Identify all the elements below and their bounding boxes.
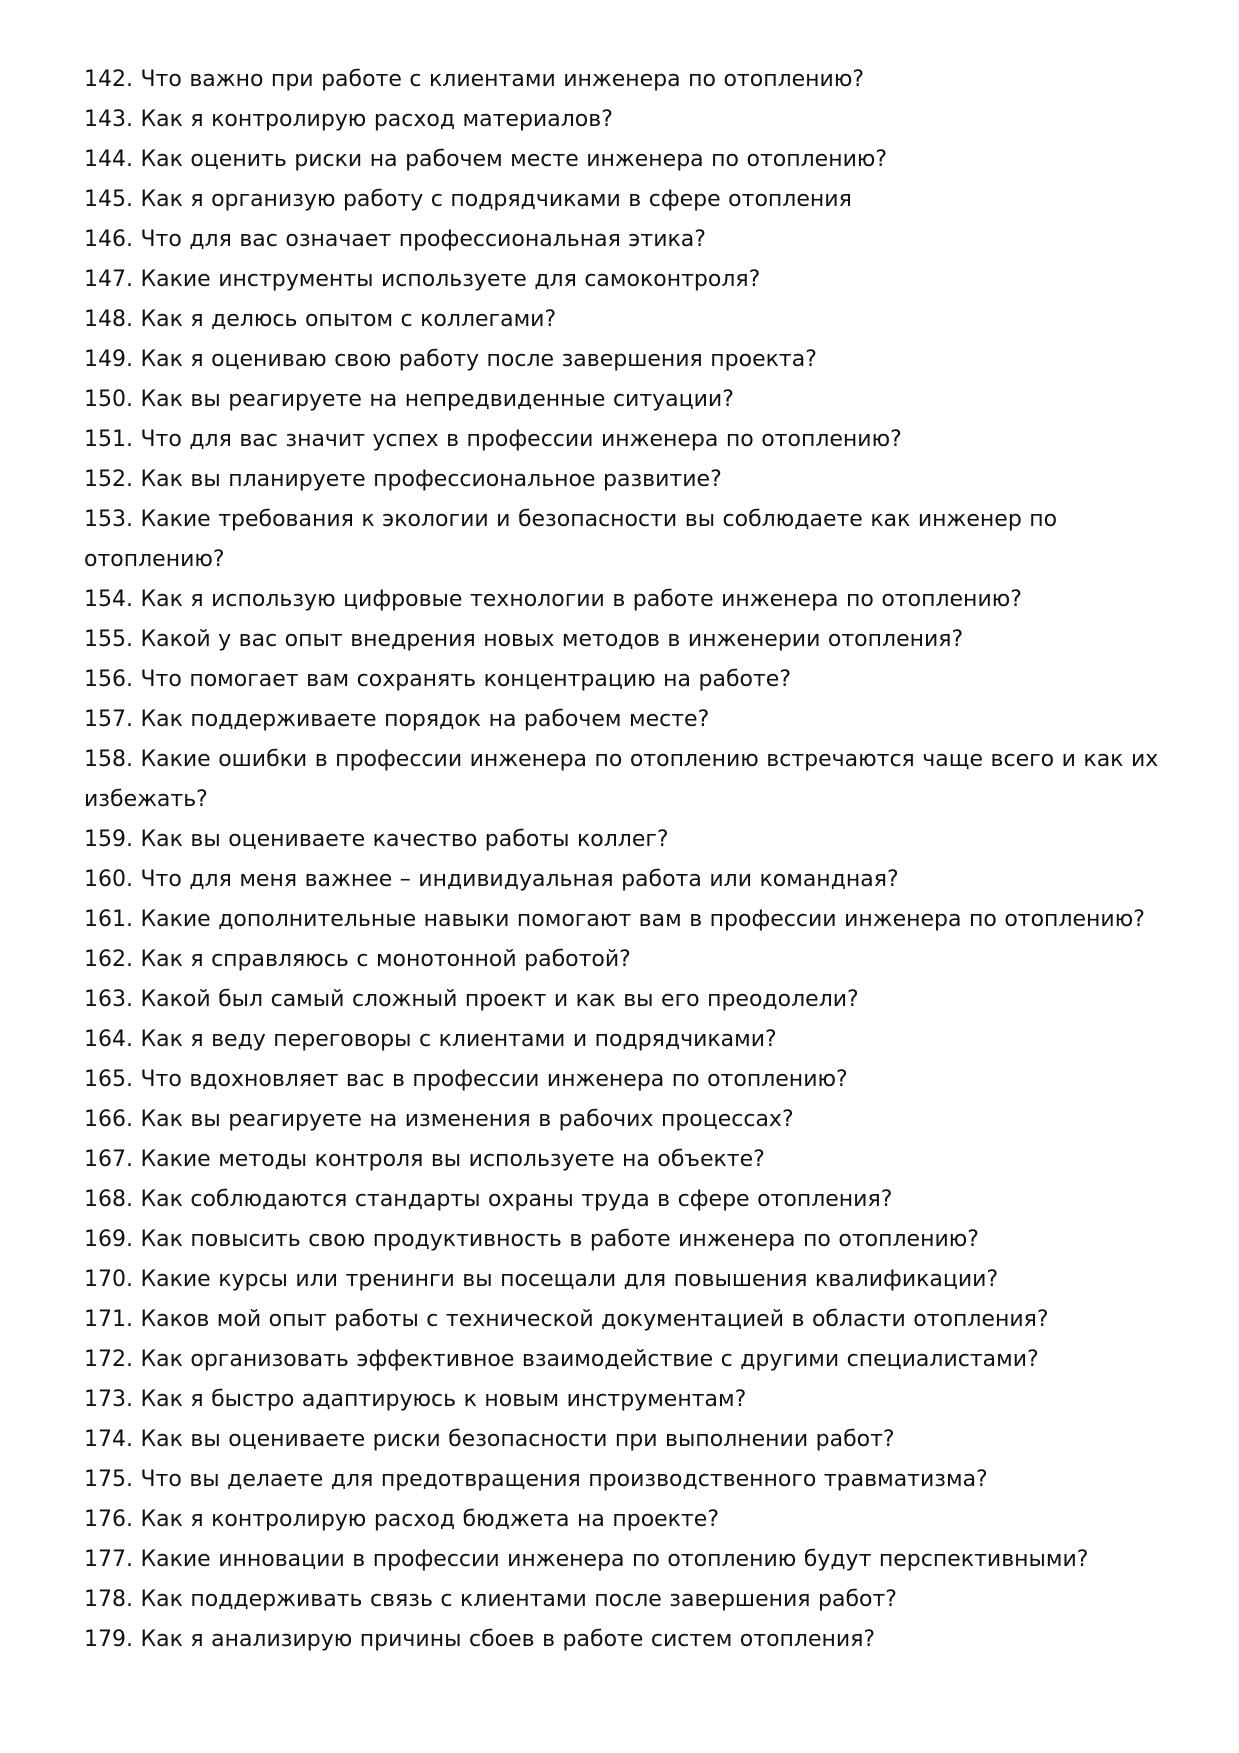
question-item: 179. Как я анализирую причины сбоев в работе систем отопления?	[84, 1627, 876, 1652]
question-item: 166. Как вы реагируете на изменения в рабочих процессах?	[84, 1107, 794, 1132]
question-item: 162. Как я справляюсь с монотонной работой?	[84, 947, 631, 972]
question-item: 142. Что важно при работе с клиентами инженера по отоплению?	[84, 67, 865, 92]
question-item: 170. Какие курсы или тренинги вы посещали для повышения квалификации?	[84, 1267, 999, 1292]
question-item: 175. Что вы делаете для предотвращения производственного травматизма?	[84, 1467, 988, 1492]
question-item: 153. Какие требования к экологии и безопасности вы соблюдаете как инженер по отоплению?	[84, 507, 1058, 572]
question-item: 150. Как вы реагируете на непредвиденные ситуации?	[84, 387, 734, 412]
question-item: 157. Как поддерживаете порядок на рабочем месте?	[84, 707, 710, 732]
question-item: 148. Как я делюсь опытом с коллегами?	[84, 307, 557, 332]
question-item: 161. Какие дополнительные навыки помогают вам в профессии инженера по отоплению?	[84, 907, 1145, 932]
question-item: 146. Что для вас означает профессиональная этика?	[84, 227, 706, 252]
question-item: 152. Как вы планируете профессиональное развитие?	[84, 467, 722, 492]
question-item: 176. Как я контролирую расход бюджета на проекте?	[84, 1507, 720, 1532]
question-item: 172. Как организовать эффективное взаимодействие с другими специалистами?	[84, 1347, 1039, 1372]
question-item: 151. Что для вас значит успех в профессии инженера по отоплению?	[84, 427, 902, 452]
document-page	[84, 60, 1174, 1660]
question-item: 154. Как я использую цифровые технологии в работе инженера по отоплению?	[84, 587, 1022, 612]
question-item: 158. Какие ошибки в профессии инженера по отоплению встречаются чаще всего и как их избежать?	[84, 747, 1159, 812]
question-item: 167. Какие методы контроля вы используете на объекте?	[84, 1147, 765, 1172]
question-item: 149. Как я оцениваю свою работу после завершения проекта?	[84, 347, 817, 372]
question-item: 174. Как вы оцениваете риски безопасности при выполнении работ?	[84, 1427, 895, 1452]
question-list	[84, 60, 1174, 1660]
question-item: 178. Как поддерживать связь с клиентами после завершения работ?	[84, 1587, 897, 1612]
question-item: 143. Как я контролирую расход материалов?	[84, 107, 613, 132]
question-item: 155. Какой у вас опыт внедрения новых методов в инженерии отопления?	[84, 627, 964, 652]
question-item: 160. Что для меня важнее – индивидуальная работа или командная?	[84, 867, 899, 892]
question-item: 144. Как оценить риски на рабочем месте инженера по отоплению?	[84, 147, 888, 172]
question-item: 168. Как соблюдаются стандарты охраны труда в сфере отопления?	[84, 1187, 893, 1212]
question-item: 145. Как я организую работу с подрядчиками в сфере отопления	[84, 187, 852, 212]
question-item: 169. Как повысить свою продуктивность в работе инженера по отоплению?	[84, 1227, 979, 1252]
question-item: 156. Что помогает вам сохранять концентрацию на работе?	[84, 667, 791, 692]
question-item: 164. Как я веду переговоры с клиентами и подрядчиками?	[84, 1027, 777, 1052]
question-item: 173. Как я быстро адаптируюсь к новым инструментам?	[84, 1387, 747, 1412]
question-item: 159. Как вы оцениваете качество работы коллег?	[84, 827, 669, 852]
question-item: 177. Какие инновации в профессии инженера по отоплению будут перспективными?	[84, 1547, 1089, 1572]
question-item: 171. Каков мой опыт работы с технической документацией в области отопления?	[84, 1307, 1049, 1332]
question-item: 163. Какой был самый сложный проект и как вы его преодолели?	[84, 987, 859, 1012]
question-item: 165. Что вдохновляет вас в профессии инженера по отоплению?	[84, 1067, 848, 1092]
question-item: 147. Какие инструменты используете для самоконтроля?	[84, 267, 761, 292]
